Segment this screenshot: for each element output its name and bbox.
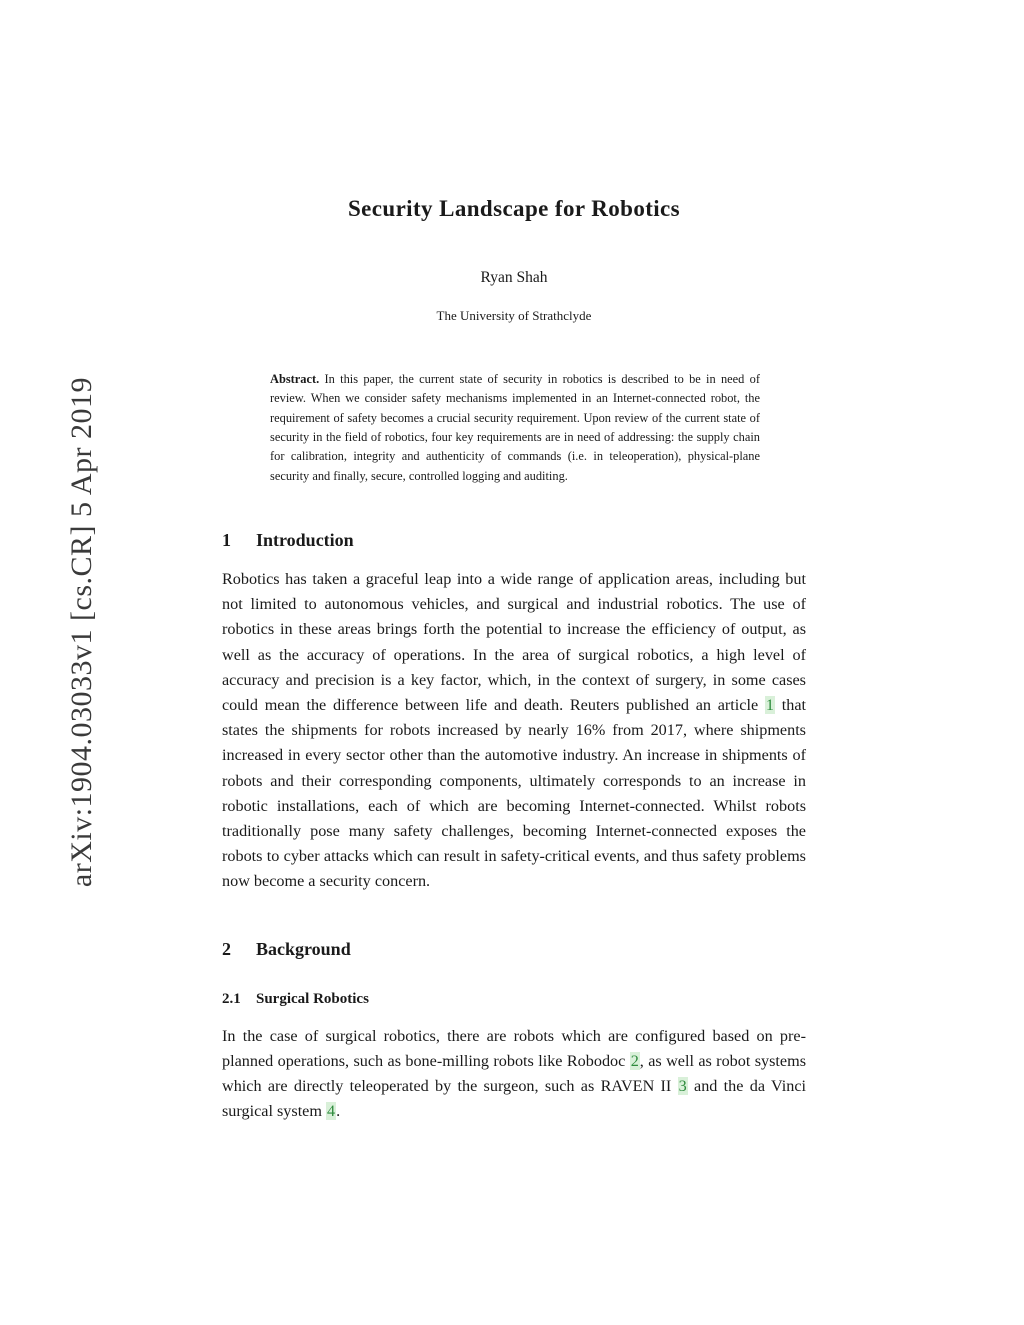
subsection-number: 2.1	[222, 990, 241, 1007]
paragraph-text-part-a: Robotics has taken a graceful leap into a wide range of application areas, including but not limited to autonomous vehicles, and surgical and industrial robotics. The use of robotics in these areas brings forth the potential to increase the efficiency of output, as well as the accuracy of operations. In the area of surgical robotics, a high level of accuracy and precision is a key factor, which, in the context of surgery, in some cases could mean the difference between life and death. Reuters published an article	[222, 570, 806, 714]
paper-page	[222, 0, 806, 1325]
abstract-block	[270, 370, 760, 486]
paragraph-text-part-a: In the case of surgical robotics, there are robots which are configured based on pre-planned operations, such as bone-milling robots like Robodoc	[222, 1026, 806, 1070]
arxiv-identifier-stamp: arXiv:1904.03033v1 [cs.CR] 5 Apr 2019	[65, 376, 98, 888]
paragraph-text-part-d: .	[336, 1102, 341, 1121]
paragraph-text-part-c: and the da Vinci surgical system	[222, 1076, 807, 1121]
page-title: Security Landscape for Robotics	[347, 196, 681, 221]
paragraph-surgical-robotics	[222, 1024, 806, 1125]
abstract-text: In this paper, the current state of security in robotics is described to be in need of review. When we consider safety mechanisms implemented in an Internet-connected robot, the requirement of safety becomes a crucial security requirement. Upon review of the current state of security in the field of robotics, four key requirements are in need of addressing: the supply chain for calibration, integrity and authenticity of commands (i.e. in teleoperation), physical-plane security and finally, secure, controlled logging and auditing.	[270, 372, 760, 483]
paragraph-text-part-b: , as well as robot systems which are directly teleoperated by the surgeon, such as RAVEN II	[222, 1051, 806, 1095]
section-number: 1	[222, 530, 231, 551]
paragraph-introduction	[222, 567, 806, 894]
subsection-heading-surgical-robotics	[222, 991, 806, 1008]
citation-link-4[interactable]: 4	[327, 1102, 336, 1121]
section-number: 2	[222, 938, 231, 959]
abstract-heading: Abstract.	[270, 372, 320, 386]
section-heading-introduction	[222, 530, 806, 551]
section-title: Background	[256, 938, 351, 959]
section-heading-background	[222, 939, 806, 960]
citation-link-1[interactable]: 1	[765, 696, 774, 714]
citation-link-2[interactable]: 2	[630, 1051, 639, 1070]
section-title: Introduction	[256, 530, 354, 551]
author-affiliation: The University of Strathclyde	[436, 308, 592, 323]
paragraph-text-part-b: that states the shipments for robots increased by nearly 16% from 2017, where shipments increased in every sector other than the automotive industry. An increase in shipments of robots and their corresponding components, ultimately corresponds to an increase in robotic installations, each of which are becoming Internet-connected. Whilst robots traditionally pose many safety challenges, becoming Internet-connected exposes the robots to cyber attacks which can result in safety-critical events, and thus safety problems now become a security concern.	[222, 696, 806, 891]
author-name: Ryan Shah	[480, 269, 548, 286]
citation-link-3[interactable]: 3	[678, 1076, 687, 1095]
subsection-title: Surgical Robotics	[256, 990, 369, 1007]
